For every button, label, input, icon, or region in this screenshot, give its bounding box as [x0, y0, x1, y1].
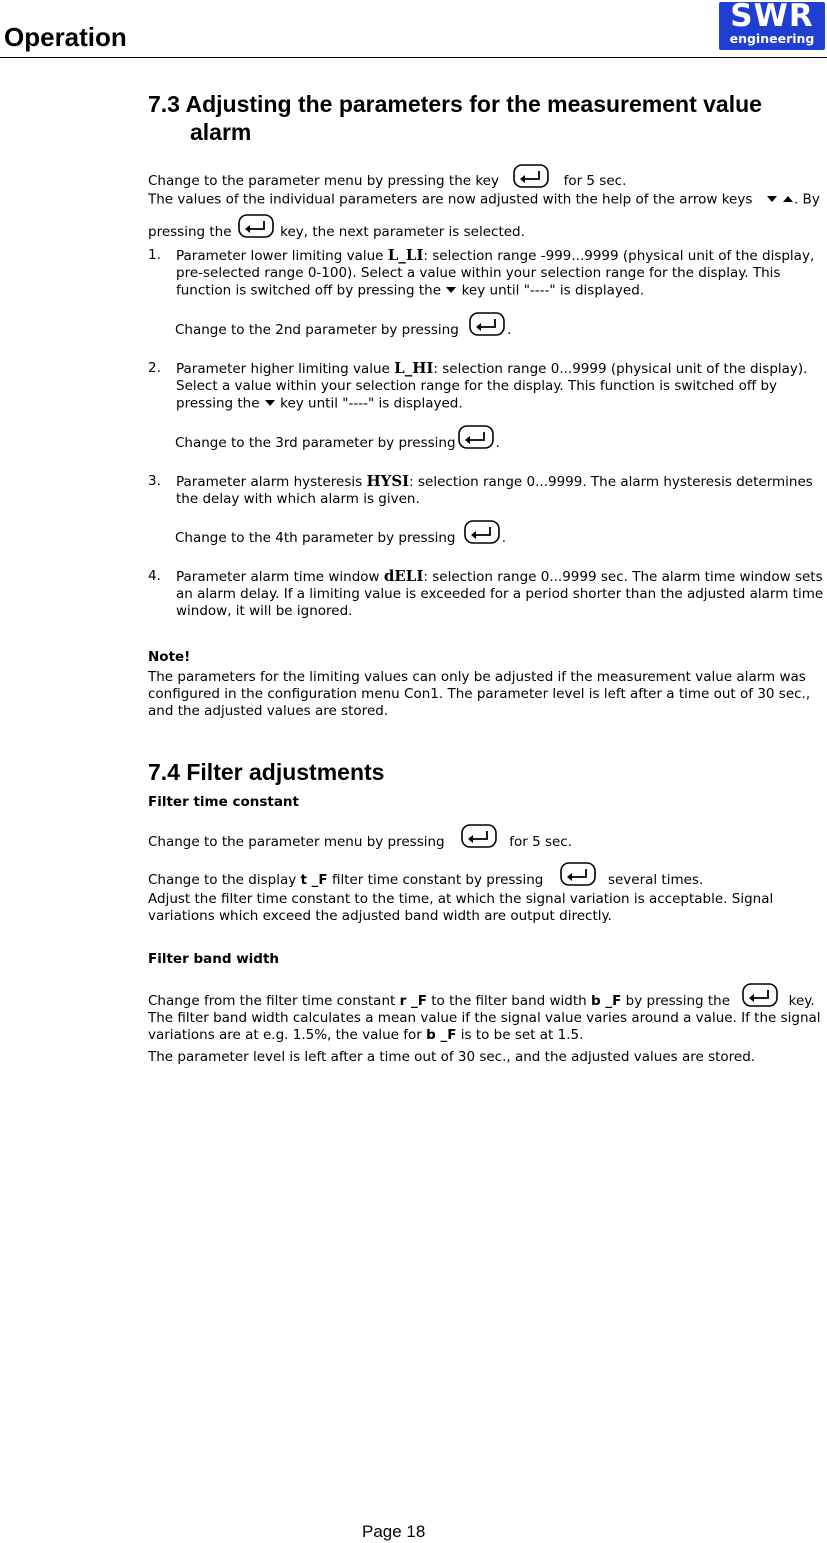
page-header-title: Operation: [4, 22, 127, 52]
list-item-2: 2. Parameter higher limiting value L_HI: selection range 0...9999 (physical unit of the display). Select a value within your selection range for the display. This function is switched off by pressing the key until "----" is displayed.: [148, 359, 808, 412]
filter-band-width-subheading: Filter band width: [148, 951, 280, 967]
note-text: The parameters for the limiting values can only be adjusted if the measurement value alarm was configured in the configuration menu Con1. The parameter level is left after a time out of 30 sec., and the adjusted values are stored.: [148, 669, 811, 719]
arrow-up-icon: [783, 191, 793, 208]
list-item-1: 1. Parameter lower limiting value L_LI: selection range -999...9999 (physical unit of the display, pre-selected range 0-100). Select a value within your selection range for the display. This function is switched off by pressing the key until "----" is displayed.: [148, 246, 815, 299]
param-code: L_HI: [394, 359, 434, 377]
code-r-f: r _F: [399, 993, 427, 1009]
ftc-line-3: Adjust the filter time constant to the time, at which the signal variation is acceptable. Signal variations which exceed the adjusted band width are output directly.: [148, 891, 774, 924]
item-2-next-line: Change to the 3rd parameter by pressing .: [175, 431, 500, 455]
ftc-line-1: Change to the parameter menu by pressing for 5 sec.: [148, 830, 826, 854]
intro-line-3: pressing the key, the next parameter is selected.: [148, 220, 826, 244]
header-divider: [0, 57, 827, 58]
param-code: dELI: [383, 567, 424, 585]
param-code: L_LI: [387, 246, 424, 264]
enter-key-icon: [238, 214, 274, 238]
code-b-f: b _F: [426, 1027, 457, 1043]
fbw-line-2: The filter band width calculates a mean value if the signal value varies around a value. If the signal variations are at e.g. 1.5%, the value for b _F is to be set at 1.5.: [148, 1010, 821, 1043]
filter-time-constant-subheading: Filter time constant: [148, 794, 299, 810]
fbw-line-3: The parameter level is left after a time out of 30 sec., and the adjusted values are stored.: [148, 1049, 756, 1065]
code-b-f: b _F: [591, 993, 622, 1009]
section-7-4-heading: 7.4 Filter adjustments: [148, 759, 385, 785]
intro-line-1: Change to the parameter menu by pressing the key for 5 sec.: [148, 169, 826, 193]
section-7-3-heading-line2: alarm: [190, 119, 252, 145]
swr-logo: [719, 2, 825, 50]
enter-key-icon: [742, 983, 778, 1007]
note-label: Note!: [148, 649, 191, 665]
param-code: HYSI: [366, 472, 410, 490]
arrow-down-icon: [767, 191, 777, 208]
enter-key-icon: [469, 312, 505, 336]
ftc-line-2: Change to the display t _F filter time constant by pressing several times.: [148, 868, 826, 892]
list-item-4: 4. Parameter alarm time window dELI: selection range 0...9999 sec. The alarm time window sets an alarm delay. If a limiting value is exceeded for a period shorter than the adjusted alarm time window, it will be ignored.: [148, 567, 824, 619]
list-item-3: 3. Parameter alarm hysteresis HYSI: selection range 0...9999. The alarm hysteresis determines the delay with which alarm is given.: [148, 472, 813, 507]
intro-line-2: The values of the individual parameters are now adjusted with the help of the arrow keys . By: [148, 191, 820, 208]
logo-text-swr: SWR: [730, 0, 814, 34]
enter-key-icon: [560, 862, 596, 886]
logo-text-engineering: engineering: [729, 31, 815, 46]
enter-key-icon: [464, 520, 500, 544]
fbw-line-1: Change from the filter time constant r _F to the filter band width b _F by pressing the key.: [148, 989, 826, 1013]
item-3-next-line: Change to the 4th parameter by pressing .: [175, 526, 506, 550]
enter-key-icon: [458, 425, 494, 449]
page-number: Page 18: [362, 1522, 426, 1541]
section-7-3-heading-line1: 7.3 Adjusting the parameters for the measurement value: [148, 91, 762, 117]
arrow-down-icon: [446, 282, 456, 299]
enter-key-icon: [461, 824, 497, 848]
code-t-f: t _F: [300, 872, 328, 888]
enter-key-icon: [513, 164, 549, 188]
arrow-down-icon: [265, 395, 275, 412]
item-1-next-line: Change to the 2nd parameter by pressing .: [175, 318, 511, 342]
section-7-3-heading: [148, 90, 762, 146]
